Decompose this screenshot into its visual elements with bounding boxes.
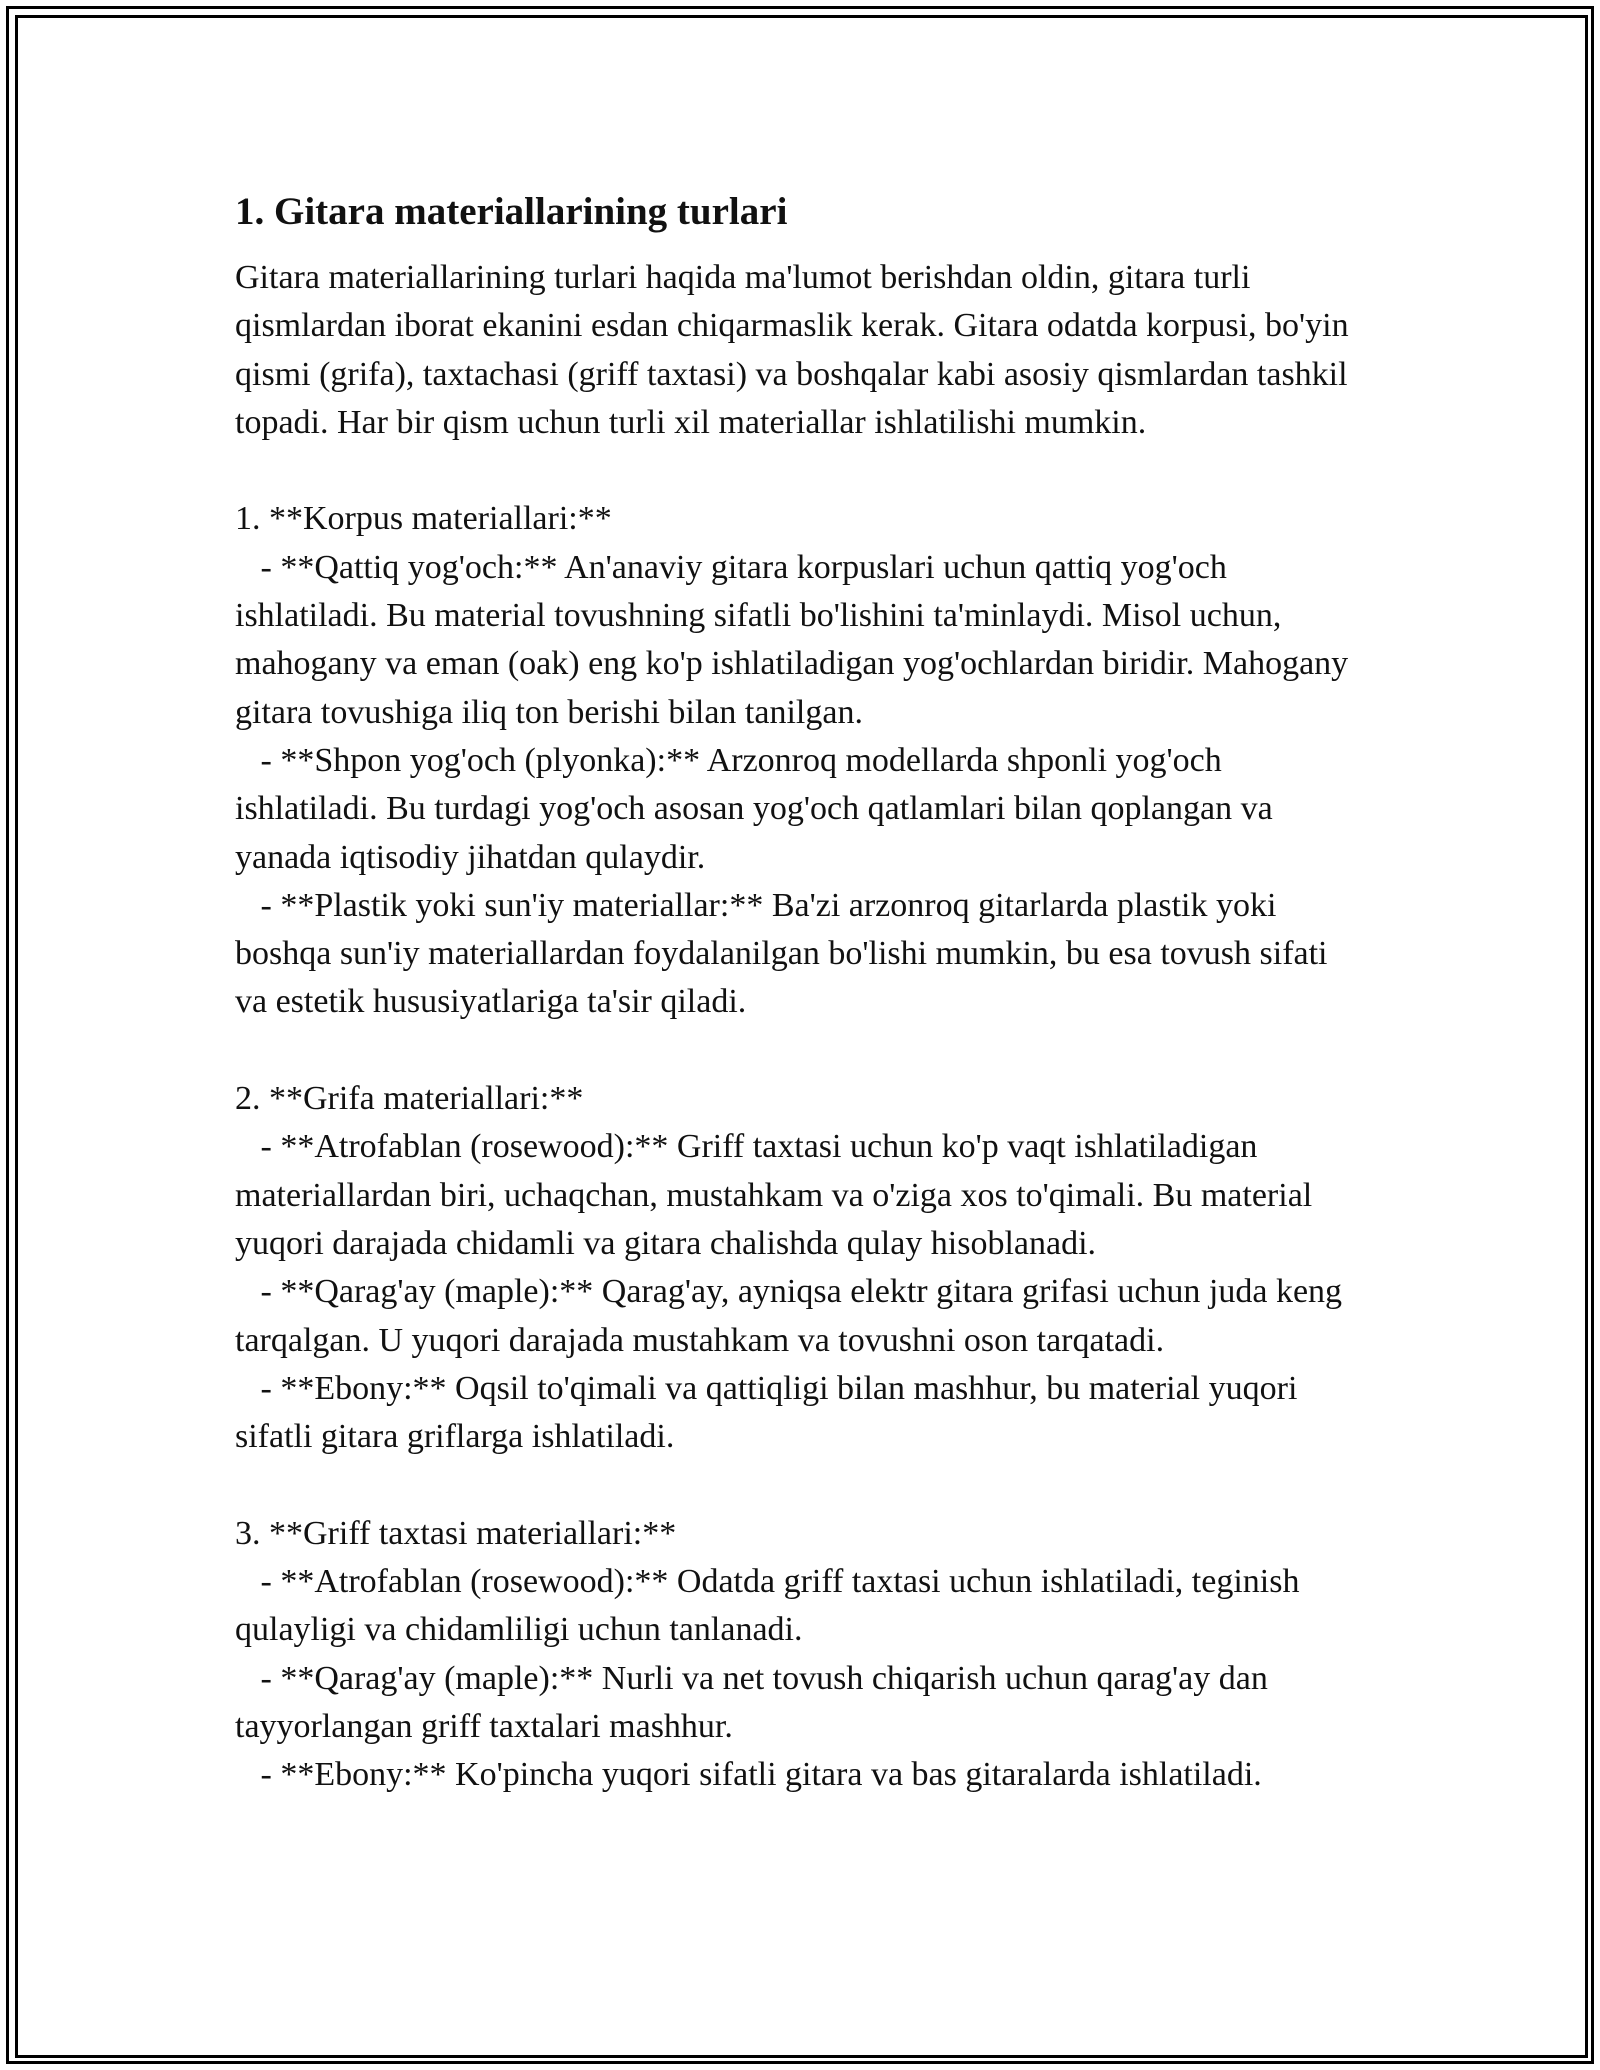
list-item: - **Plastik yoki sun'iy materiallar:** Ba'zi arzonroq gitarlarda plastik yoki boshqa sun'iy materiallardan foydalanilgan bo'lishi mumkin, bu esa tovush sifati va estetik hususiyatlariga ta'sir qiladi. bbox=[235, 886, 1336, 1021]
section-title: 2. **Grifa materiallari:** bbox=[235, 1080, 584, 1118]
section-gap bbox=[235, 1461, 1365, 1509]
section-korpus bbox=[235, 495, 1365, 1026]
section-griff-taxtasi bbox=[235, 1510, 1365, 1800]
list-item: - **Atrofablan (rosewood):** Odatda griff taxtasi uchun ishlatiladi, teginish qulayligi va chidamliligi uchun tanlanadi. bbox=[235, 1563, 1308, 1649]
list-item: - **Ebony:** Oqsil to'qimali va qattiqligi bilan mashhur, bu material yuqori sifatli gitara griflarga ishlatiladi. bbox=[235, 1369, 1306, 1456]
list-item: - **Shpon yog'och (plyonka):** Arzonroq modellarda shponli yog'och ishlatiladi. Bu turdagi yog'och asosan yog'och qatlamlari bilan qoplangan va yanada iqtisodiy jihatdan qulaydir. bbox=[235, 741, 1282, 876]
list-item: - **Qattiq yog'och:** An'anaviy gitara korpuslari uchun qattiq yog'och ishlatiladi. Bu material tovushning sifatli bo'lishini ta'minlaydi. Misol uchun, mahogany va eman (oak) eng ko'p ishlatiladigan yog'ochlardan biridir. Mahogany gitara tovushiga iliq ton berishi bilan tanilgan. bbox=[235, 548, 1357, 731]
intro-paragraph: Gitara materiallarining turlari haqida ma'lumot berishdan oldin, gitara turli qismlardan iborat ekanini esdan chiqarmaslik kerak. Gitara odatda korpusi, bo'yin qismi (grifa), taxtachasi (griff taxtasi) va boshqalar kabi asosiy qismlardan tashkil topadi. Har bir qism uchun turli xil materiallar ishlatilishi mumkin. bbox=[235, 259, 1358, 441]
document-page bbox=[235, 186, 1365, 1800]
list-item: - **Ebony:** Ko'pincha yuqori sifatli gitara va bas gitaralarda ishlatiladi. bbox=[235, 1756, 1262, 1794]
section-title: 1. **Korpus materiallari:** bbox=[235, 500, 612, 538]
section-grifa bbox=[235, 1075, 1365, 1461]
document-heading: 1. Gitara materiallarining turlari bbox=[235, 190, 788, 233]
section-gap bbox=[235, 1027, 1365, 1075]
list-item: - **Qarag'ay (maple):** Nurli va net tovush chiqarish uchun qarag'ay dan tayyorlangan griff taxtalari mashhur. bbox=[235, 1659, 1277, 1745]
list-item: - **Qarag'ay (maple):** Qarag'ay, ayniqsa elektr gitara grifasi uchun juda keng tarqalgan. U yuqori darajada mustahkam va tovushni oson tarqatadi. bbox=[235, 1273, 1351, 1359]
section-title: 3. **Griff taxtasi materiallari:** bbox=[235, 1514, 677, 1552]
section-gap bbox=[235, 447, 1365, 495]
list-item: - **Atrofablan (rosewood):** Griff taxtasi uchun ko'p vaqt ishlatiladigan materiallardan biri, uchaqchan, mustahkam va o'ziga xos to'qimali. Bu material yuqori darajada chidamli va gitara chalishda qulay hisoblanadi. bbox=[235, 1128, 1321, 1262]
